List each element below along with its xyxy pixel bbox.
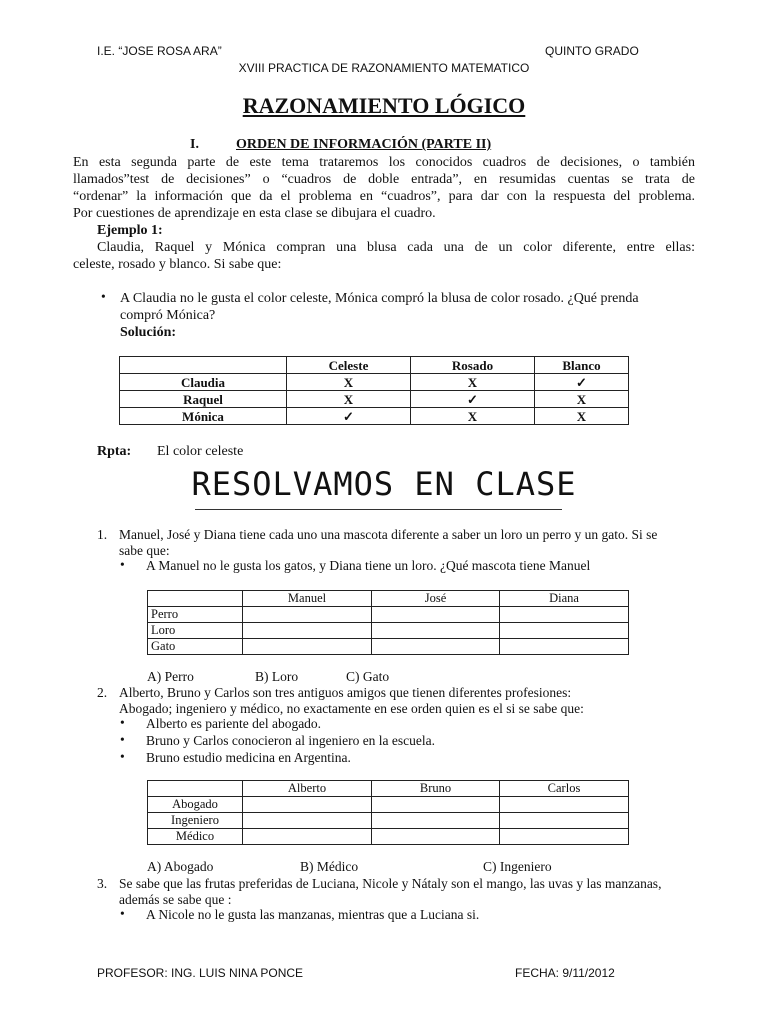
bullet-icon: • [120, 906, 125, 921]
problem-number: 3. [97, 876, 108, 891]
table-row [148, 797, 629, 813]
answer-option: B) Médico [300, 859, 359, 874]
table-row [120, 408, 629, 425]
table-cell: X [535, 391, 629, 408]
table-cell: X [411, 408, 535, 425]
table-cell [372, 639, 500, 655]
bullet-icon: • [120, 715, 125, 730]
solution-label: Solución: [120, 325, 177, 340]
row-header: Ingeniero [148, 813, 243, 829]
table-cell [243, 607, 372, 623]
row-header: Claudia [120, 374, 287, 391]
row-header: Gato [148, 639, 243, 655]
problem-table [147, 780, 629, 845]
example-bullet-line: A Claudia no le gusta el color celeste, Mónica compró la blusa de color rosado. ¿Qué prenda [120, 291, 639, 306]
table-row [148, 813, 629, 829]
example-label: Ejemplo 1: [97, 223, 163, 238]
row-header: Perro [148, 607, 243, 623]
page-title: RAZONAMIENTO LÓGICO [242, 93, 526, 118]
problem-line: Manuel, José y Diana tiene cada uno una mascota diferente a saber un loro un perro y un gato. Si se [119, 527, 658, 542]
example-statement [73, 239, 695, 273]
bullet-icon: • [120, 557, 125, 572]
table-corner [120, 357, 287, 374]
column-header: Alberto [243, 781, 372, 797]
problem-statement [119, 685, 699, 717]
problem-bullet: A Manuel no le gusta los gatos, y Diana tiene un loro. ¿Qué mascota tiene Manuel [146, 558, 591, 573]
row-header: Mónica [120, 408, 287, 425]
table-cell [243, 639, 372, 655]
example-bullet-line: compró Mónica? [120, 308, 216, 323]
problem-line: Abogado; ingeniero y médico, no exactamente en ese orden quien es el si se sabe que: [119, 701, 584, 716]
table-cell: X [411, 374, 535, 391]
school-name: I.E. “JOSE ROSA ARA” [97, 44, 222, 58]
table-header-row [148, 781, 629, 797]
grade-label: QUINTO GRADO [545, 44, 639, 58]
table-cell: ✓ [535, 374, 629, 391]
example-bullet [120, 290, 695, 324]
table-cell [243, 813, 372, 829]
section-title: ORDEN DE INFORMACIÓN (PARTE II) [236, 137, 492, 152]
table-cell [243, 623, 372, 639]
column-header: José [372, 591, 500, 607]
example-line: Claudia, Raquel y Mónica compran una blusa cada una de un color diferente, entre ellas: [97, 240, 695, 255]
table-cell [500, 797, 629, 813]
table-header-row [148, 591, 629, 607]
table-cell: ✓ [411, 391, 535, 408]
problem-bullet: A Nicole no le gusta las manzanas, mientras que a Luciana si. [146, 907, 480, 922]
table-cell [243, 829, 372, 845]
column-header: Celeste [287, 357, 411, 374]
table-row [148, 607, 629, 623]
table-cell: X [287, 374, 411, 391]
table-row [148, 623, 629, 639]
table-header-row [120, 357, 629, 374]
answer-option: C) Ingeniero [483, 859, 552, 874]
answer-text: El color celeste [157, 444, 244, 459]
table-cell: X [535, 408, 629, 425]
column-header: Manuel [243, 591, 372, 607]
column-header: Rosado [411, 357, 535, 374]
table-row [120, 374, 629, 391]
intro-paragraph [73, 154, 695, 222]
date-label: FECHA: 9/11/2012 [515, 966, 615, 980]
bullet-icon: • [120, 732, 125, 747]
problem-statement [119, 876, 699, 908]
class-title: RESOLVAMOS EN CLASE [191, 465, 577, 503]
column-header: Carlos [500, 781, 629, 797]
table-cell [500, 829, 629, 845]
table-corner [148, 591, 243, 607]
table-corner [148, 781, 243, 797]
answer-option: A) Perro [147, 669, 194, 684]
problem-number: 2. [97, 685, 108, 700]
table-cell [372, 797, 500, 813]
problem-line: sabe que: [119, 543, 170, 558]
problem-number: 1. [97, 527, 108, 542]
table-cell [372, 813, 500, 829]
practice-title: XVIII PRACTICA DE RAZONAMIENTO MATEMATICO [238, 61, 530, 75]
problem-bullet: Bruno y Carlos conocieron al ingeniero en la escuela. [146, 733, 436, 748]
teacher-name: PROFESOR: ING. LUIS NINA PONCE [97, 966, 304, 980]
table-cell [500, 813, 629, 829]
table-cell [243, 797, 372, 813]
problem-statement [119, 527, 699, 559]
section-heading [190, 137, 491, 153]
section-number: I. [190, 137, 199, 152]
row-header: Raquel [120, 391, 287, 408]
table-cell [500, 639, 629, 655]
table-cell [372, 829, 500, 845]
table-cell [500, 623, 629, 639]
intro-line: “ordenar” la información que da el problema en “cuadros”, para dar con la respuesta del problema. [73, 189, 695, 204]
problem-line: Alberto, Bruno y Carlos son tres antiguos amigos que tienen diferentes profesiones: [119, 685, 572, 700]
problem-bullet: Bruno estudio medicina en Argentina. [146, 750, 351, 765]
table-cell [500, 607, 629, 623]
answer-option: B) Loro [255, 669, 299, 684]
row-header: Médico [148, 829, 243, 845]
column-header: Bruno [372, 781, 500, 797]
intro-line: Por cuestiones de aprendizaje en esta clase se dibujara el cuadro. [73, 206, 436, 221]
table-row [148, 829, 629, 845]
problem-line: además se sabe que : [119, 892, 232, 907]
row-header: Loro [148, 623, 243, 639]
table-row [120, 391, 629, 408]
problem-line: Se sabe que las frutas preferidas de Luciana, Nicole y Nátaly son el mango, las uvas y las manzanas, [119, 876, 662, 891]
intro-line: llamados”test de decisiones” o “cuadros de doble entrada”, en resumidas cuentas se trata de [73, 172, 695, 187]
table-cell: ✓ [287, 408, 411, 425]
intro-line: En esta segunda parte de este tema trataremos los conocidos cuadros de decisiones, o también [73, 155, 695, 170]
column-header: Blanco [535, 357, 629, 374]
bullet-icon: • [101, 289, 106, 304]
row-header: Abogado [148, 797, 243, 813]
example-line: celeste, rosado y blanco. Si sabe que: [73, 257, 282, 272]
table-row [148, 639, 629, 655]
problem-table [147, 590, 629, 655]
answer-option: A) Abogado [147, 859, 214, 874]
column-header: Diana [500, 591, 629, 607]
solution-table [119, 356, 629, 425]
bullet-icon: • [120, 749, 125, 764]
answer-label: Rpta: [97, 444, 132, 459]
class-title-rule [195, 509, 562, 510]
answer-option: C) Gato [346, 669, 390, 684]
table-cell [372, 607, 500, 623]
table-cell: X [287, 391, 411, 408]
problem-bullet: Alberto es pariente del abogado. [146, 716, 322, 731]
table-cell [372, 623, 500, 639]
